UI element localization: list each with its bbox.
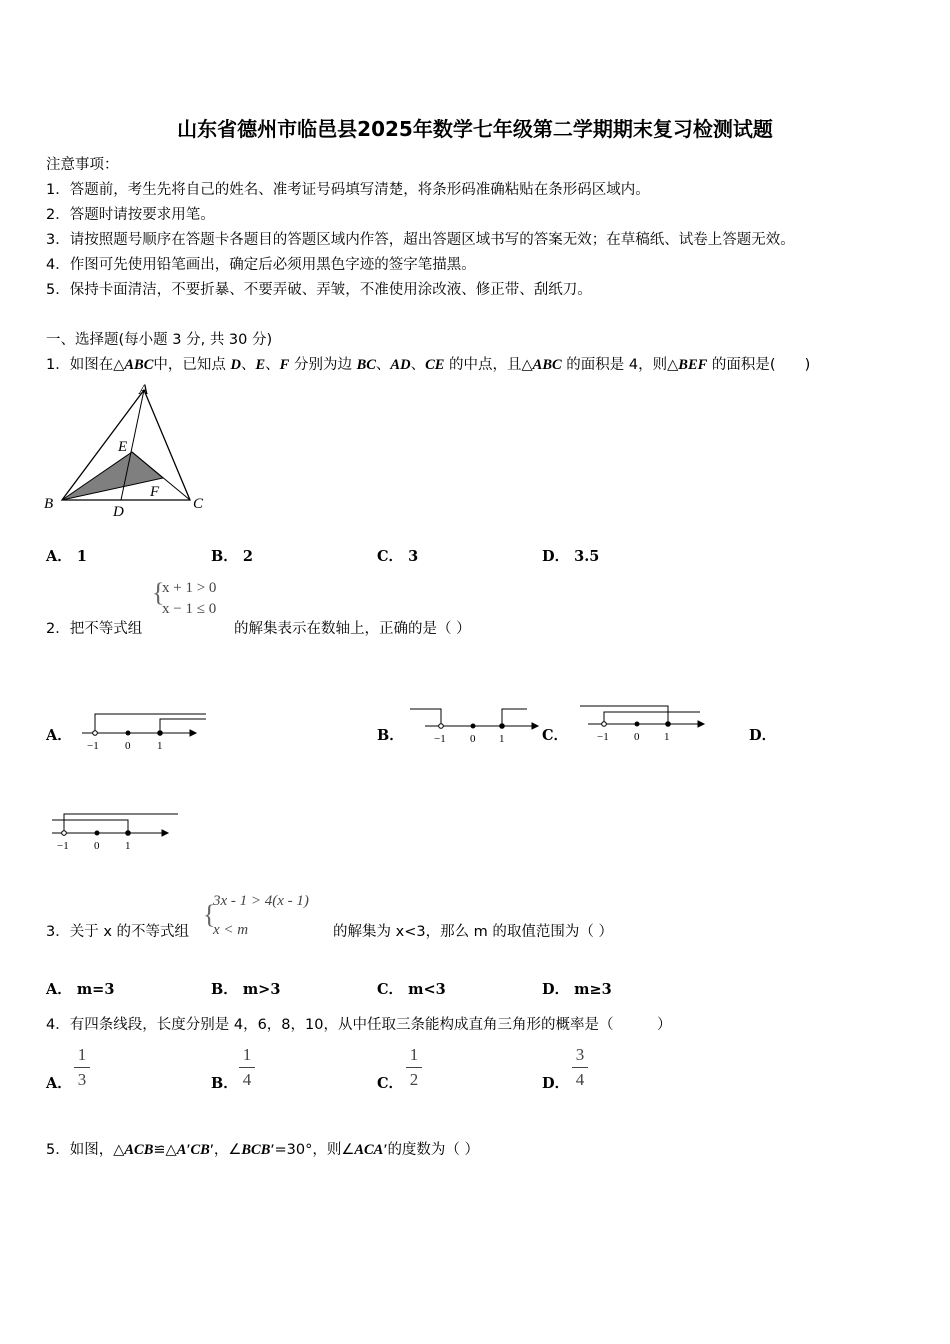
q3-system-line-2: x < m: [213, 922, 249, 938]
tick-label: 1: [664, 731, 670, 743]
q5-text: 的度数为（ ）: [387, 1142, 480, 1158]
denominator: 2: [409, 1070, 419, 1089]
q4-fraction-c: [406, 1045, 422, 1090]
tick-label: −1: [597, 731, 609, 743]
tick-label: 0: [125, 740, 131, 752]
q2-brace: {: [152, 578, 165, 607]
q4-option-d[interactable]: D．: [542, 1075, 570, 1092]
q4-fraction-d: [572, 1045, 588, 1090]
q2-option-b[interactable]: B．: [377, 727, 404, 744]
label-a: A: [139, 382, 149, 398]
label-c: C: [193, 496, 204, 512]
q2-system-line-1: x + 1 > 0: [162, 580, 217, 596]
denominator: 3: [77, 1070, 87, 1089]
q1-text: 分别为边: [289, 357, 357, 373]
tick-label: 0: [94, 840, 100, 852]
numerator: 3: [575, 1045, 585, 1064]
q3-text: 关于 x 的不等式组: [69, 924, 190, 940]
q2-number: 2．: [46, 621, 70, 637]
notice-item-5: 5．保持卡面清洁，不要折暴、不要弄破、弄皱，不准使用涂改液、修正带、刮纸刀。: [46, 282, 592, 298]
q2-number-line-d: [45, 808, 185, 856]
q1-text: 的面积是 4，则△: [561, 357, 679, 373]
q1-text: 、: [410, 357, 426, 373]
question-2: [46, 617, 142, 638]
option-text: m<3: [408, 981, 446, 998]
q1-option-a[interactable]: [46, 545, 87, 566]
q5-math: ACA′: [354, 1142, 388, 1158]
q4-option-b[interactable]: B．: [211, 1075, 238, 1092]
option-text: 1: [76, 548, 87, 565]
question-4: [46, 1013, 671, 1034]
question-1: [46, 353, 810, 374]
numerator: 1: [242, 1045, 252, 1064]
option-text: m=3: [76, 981, 115, 998]
q2-option-a[interactable]: A．: [46, 727, 72, 744]
tick-label: −1: [57, 840, 69, 852]
q5-text: 如图，△: [69, 1142, 125, 1158]
q4-fraction-b: [239, 1045, 255, 1090]
tick-label: 1: [499, 733, 505, 745]
q2-number-line-a: [80, 708, 210, 753]
q1-text: 如图在△: [69, 357, 125, 373]
q5-text: =30°，则∠: [274, 1142, 355, 1158]
q1-math: E: [255, 357, 266, 373]
tick-label: −1: [434, 733, 446, 745]
q1-triangle-figure: [40, 378, 215, 520]
q4-number: 4．: [46, 1017, 70, 1033]
q2-option-c[interactable]: C．: [542, 727, 569, 744]
q1-text: 、: [265, 357, 280, 373]
q2-number-line-c: [575, 700, 710, 750]
option-letter: A．: [46, 981, 72, 998]
q1-option-d[interactable]: [542, 545, 599, 566]
notice-item-3: 3．请按照题号顺序在答题卡各题目的答题区域内作答，超出答题区域书写的答案无效；在草稿纸、试卷上答题无效。: [46, 232, 795, 248]
q5-math: BCB′: [241, 1142, 275, 1158]
q3-brace: {: [203, 900, 216, 929]
tick-label: 1: [157, 740, 163, 752]
q1-math: CE: [425, 357, 445, 373]
numerator: 1: [77, 1045, 87, 1064]
q4-text: 有四条线段，长度分别是 4，6，8，10，从中任取三条能构成直角三角形的概率是（ ）: [69, 1017, 672, 1033]
q1-option-b[interactable]: [211, 545, 253, 566]
notice-item-2: 2．答题时请按要求用笔。: [46, 207, 215, 223]
q1-text: 的中点，且△: [444, 357, 533, 373]
q3-option-b[interactable]: [211, 978, 280, 999]
q5-text: ，∠: [213, 1142, 242, 1158]
label-f: F: [150, 484, 160, 500]
shaded-triangle-bef: [62, 452, 163, 500]
question-3: [46, 920, 189, 941]
q4-option-c[interactable]: C．: [377, 1075, 404, 1092]
q5-math: A′CB′: [176, 1142, 214, 1158]
option-text: m>3: [242, 981, 281, 998]
option-letter: D．: [542, 981, 570, 998]
q2-text: 把不等式组: [69, 621, 143, 637]
option-letter: A．: [46, 548, 72, 565]
label-b: B: [44, 496, 54, 512]
option-letter: B．: [211, 548, 238, 565]
section-heading: 一、选择题(每小题 3 分, 共 30 分): [46, 332, 273, 348]
tick-label: 0: [470, 733, 476, 745]
q3-option-a[interactable]: [46, 978, 114, 999]
option-text: 2: [242, 548, 253, 565]
notice-item-4: 4．作图可先使用铅笔画出，确定后必须用黑色字迹的签字笔描黑。: [46, 257, 476, 273]
tick-label: 1: [125, 840, 131, 852]
q1-text: 的面积是( ): [707, 357, 811, 373]
q4-option-a[interactable]: A．: [46, 1075, 72, 1092]
denominator: 4: [242, 1070, 252, 1089]
q3-text-after: 的解集为 x<3，那么 m 的取值范围为（ ）: [333, 924, 614, 940]
q1-math: ABC: [532, 357, 562, 373]
notice-heading: 注意事项：: [46, 157, 119, 173]
option-letter: B．: [211, 981, 238, 998]
q5-math: ACB: [124, 1142, 154, 1158]
q2-system-line-2: x − 1 ≤ 0: [162, 601, 217, 617]
q1-math: F: [279, 357, 290, 373]
q3-number: 3．: [46, 924, 70, 940]
page-title: 山东省德州市临邑县2025年数学七年级第二学期期末复习检测试题: [177, 117, 773, 141]
option-letter: C．: [377, 548, 404, 565]
q4-fraction-a: [74, 1045, 90, 1090]
question-5: [46, 1138, 479, 1159]
q5-text: ≌△: [153, 1142, 177, 1158]
option-text: 3.5: [574, 548, 600, 565]
option-text: m≥3: [574, 981, 612, 998]
q3-option-d[interactable]: [542, 978, 612, 999]
denominator: 4: [575, 1070, 585, 1089]
q5-number: 5．: [46, 1142, 70, 1158]
notice-item-1: 1．答题前，考生先将自己的姓名、准考证号码填写清楚，将条形码准确粘贴在条形码区域内。: [46, 182, 650, 198]
q1-text: 中，已知点: [153, 357, 231, 373]
q1-math: AD: [390, 357, 411, 373]
option-letter: D．: [542, 548, 570, 565]
label-e: E: [118, 439, 128, 455]
tick-label: 0: [634, 731, 640, 743]
option-letter: C．: [377, 981, 404, 998]
numerator: 1: [409, 1045, 419, 1064]
q2-text-after: 的解集表示在数轴上，正确的是（ ）: [234, 621, 471, 637]
q1-text: 、: [241, 357, 256, 373]
q1-math: BEF: [678, 357, 708, 373]
q1-math: D: [230, 357, 241, 373]
option-text: 3: [408, 548, 419, 565]
q1-option-c[interactable]: [377, 545, 418, 566]
q1-math: ABC: [124, 357, 154, 373]
q1-text: 、: [375, 357, 391, 373]
label-d: D: [113, 504, 124, 520]
q2-option-d[interactable]: D．: [749, 727, 777, 744]
q2-number-line-b: [405, 700, 545, 750]
q1-number: 1．: [46, 357, 70, 373]
tick-label: −1: [87, 740, 99, 752]
q3-option-c[interactable]: [377, 978, 446, 999]
q3-system-line-1: 3x - 1 > 4(x - 1): [213, 893, 309, 909]
q1-math: BC: [356, 357, 376, 373]
